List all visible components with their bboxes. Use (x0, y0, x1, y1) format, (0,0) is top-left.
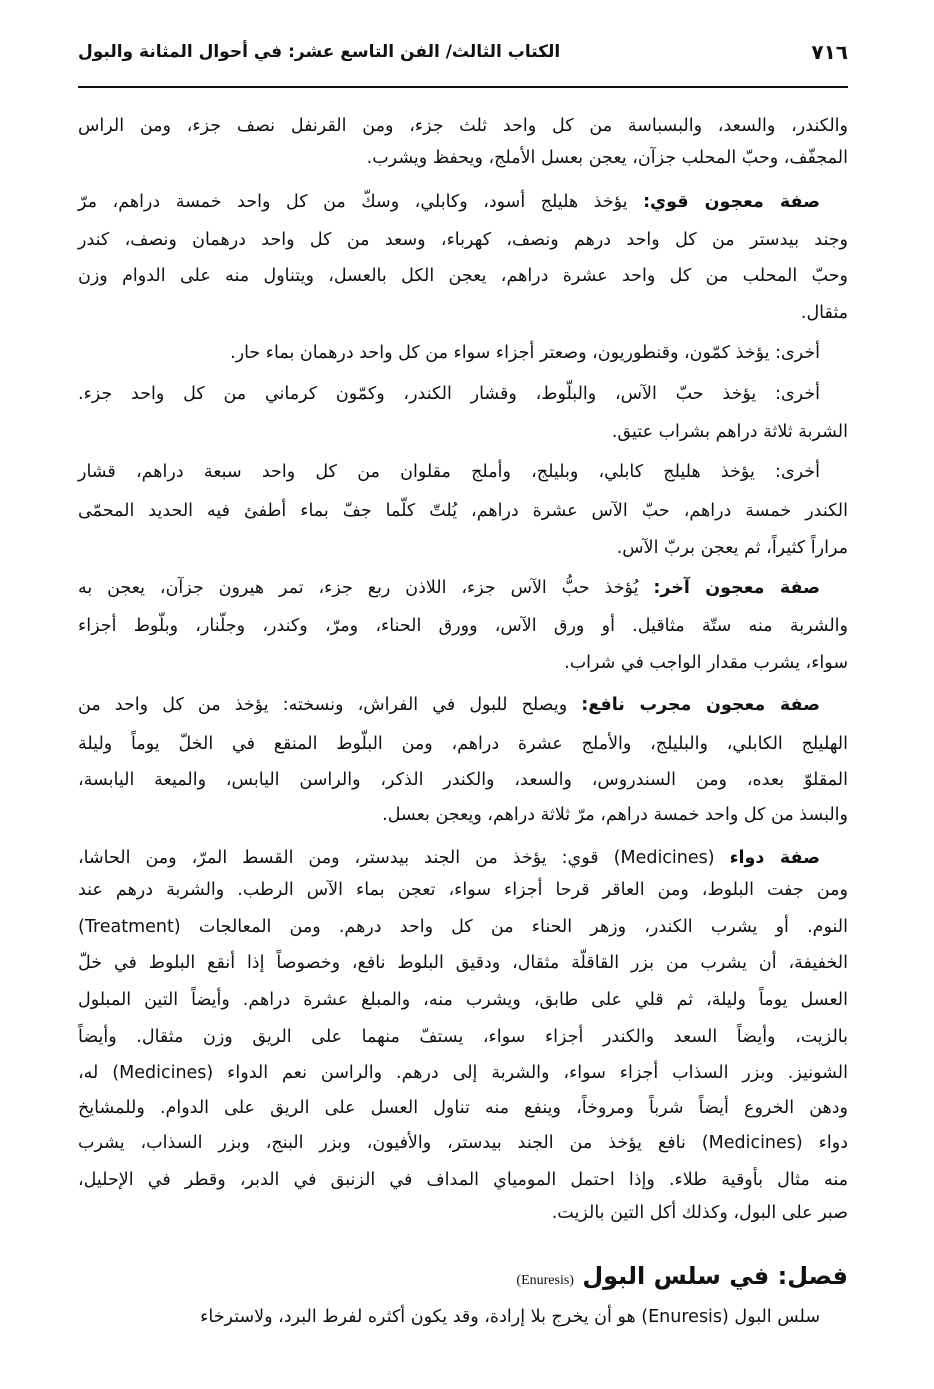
text-line (78, 417, 848, 447)
page-number: ٧١٦ (811, 40, 848, 64)
header-title: الكتاب الثالث/ الفن التاسع عشر: في أحوال المثانة والبول (78, 42, 561, 62)
line-text: الكندر خمسة دراهم، حبّ الآس عشرة دراهم، يُلتّ كلّما جفّ بماء أطفئ فيه الحديد المحمّى (78, 501, 848, 521)
text-line (78, 843, 820, 873)
text-line (78, 1128, 848, 1158)
text-line (78, 1093, 848, 1123)
line-text: يؤخذ هليلج أسود، وكابلي، وسكّ من كل واحد خمسة دراهم، مرّ (78, 192, 644, 212)
text-line (78, 985, 848, 1015)
text-line (78, 143, 848, 173)
text-line (78, 261, 848, 291)
line-text: أخرى: يؤخذ حبّ الآس، والبلّوط، وقشار الكندر، وكمّون كرماني من كل واحد جزء. (78, 384, 820, 404)
line-text: النوم. أو يشرب الكندر، وزهر الحناء من كل واحد درهم. ومن المعالجات (Treatment) (78, 917, 848, 937)
line-text: وحبّ المحلب من كل واحد عشرة دراهم، يعجن الكل بالعسل، ويتناول منه على الدوام وزن (78, 266, 848, 286)
line-text: وجند بيدستر من كل واحد درهم ونصف، كهرباء، وسعد من كل واحد درهمان ونصف، كندر (78, 230, 848, 250)
text-line (78, 1198, 848, 1228)
line-text: منه مثال بأوقية طلاء. وإذا احتمل المومياي المداف في الزنبق في الدبر، وقطر في الإحليل، (78, 1170, 848, 1190)
line-text: العسل يوماً وليلة، ثم قلي على طابق، ويشرب منه، والمبلغ عشرة دراهم. وأيضاً التين المبلول (78, 990, 848, 1010)
line-text: (Medicines) قوي: يؤخذ من الجند بيدستر، ومن القسط المرّ، ومن الحاشا، (78, 848, 730, 868)
text-line (78, 573, 820, 603)
line-text: أخرى: يؤخذ هليلج كابلي، وبليلج، وأملج مقلوان من كل واحد سبعة دراهم، قشار (78, 462, 820, 482)
text-line (78, 729, 848, 759)
line-text: بالزيت، وأيضاً السعد والكندر أجزاء سواء، يستفّ منهما على الريق وزن مثقال. وأيضاً (78, 1027, 848, 1047)
line-text: الهليلج الكابلي، والبليلج، والأملج عشرة دراهم، ومن البلّوط المنقع في الخلّ يوماً وليلة (78, 734, 848, 754)
text-line (78, 611, 848, 641)
line-text: يُؤخذ حبُّ الآس جزء، اللاذن ربع جزء، تمر هيرون جزآن، يعجن به (78, 578, 654, 598)
text-line (78, 187, 820, 217)
text-line (78, 800, 848, 830)
line-text: الشونيز. وبزر السذاب أجزاء سواء، والشربة إلى درهم. والراسن نعم الدواء (Medicines) له، (78, 1063, 848, 1083)
text-line (78, 690, 820, 720)
section-first-line: سلس البول (Enuresis) هو أن يخرج بلا إرادة، وقد يكون أكثره لفرط البرد، ولاسترخاء (200, 1307, 820, 1327)
text-line (78, 1058, 848, 1088)
text-line (78, 457, 820, 487)
section-heading (78, 1262, 848, 1290)
text-line (78, 875, 848, 905)
header-rule (78, 86, 848, 88)
text-line (78, 912, 848, 942)
text-line (78, 496, 848, 526)
line-text: المجفّف، وحبّ المحلب جزآن، يعجن بعسل الأملج، ويحفظ ويشرب. (366, 148, 848, 168)
text-line (78, 225, 848, 255)
text-line (78, 111, 848, 141)
line-text: والبسذ من كل واحد خمسة دراهم، مرّ ثلاثة دراهم، ويعجن بعسل. (382, 805, 848, 825)
recipe-title: صفة معجون قوي: (643, 192, 820, 212)
line-text: مثقال. (800, 303, 848, 323)
line-text: الشربة ثلاثة دراهم بشراب عتيق. (611, 422, 848, 442)
line-text: مراراً كثيراً، ثم يعجن بربّ الآس. (616, 538, 848, 558)
text-line (78, 648, 848, 678)
recipe-title: صفة دواء (729, 848, 821, 868)
text-line (78, 379, 820, 409)
line-text: سواء، يشرب مقدار الواجب في شراب. (564, 653, 848, 673)
line-text: أخرى: يؤخذ كمّون، وقنطوريون، وصعتر أجزاء سواء من كل واحد درهمان بماء حار. (230, 343, 820, 363)
line-text: صبر على البول، وكذلك أكل التين بالزيت. (551, 1203, 848, 1223)
text-line (78, 1165, 848, 1195)
recipe-title: صفة معجون مجرب نافع: (581, 695, 820, 715)
section-heading-english: (Enuresis) (516, 1273, 574, 1288)
recipe-title: صفة معجون آخر: (653, 578, 820, 598)
line-text: الخفيفة، أن يشرب من بزر القاقلّة مثقال، ودقيق البلوط نافع، وخصوصاً إذا أنقع البلوط في خلّ (78, 953, 848, 973)
running-header (78, 40, 848, 70)
line-text: ومن جفت البلوط، ومن العاقر قرحا أجزاء سواء، تعجن بماء الآس الرطب. والشربة درهم عند (78, 880, 848, 900)
line-text: ودهن الخروع أيضاً شرباً ومروخاً، وينفع منه تناول العسل على الريق على الدوام. وللمشايخ (78, 1098, 848, 1118)
line-text: المقلوّ بعده، ومن السندروس، والسعد، والكندر الذكر، والراسن اليابس، والميعة اليابسة، (78, 770, 848, 790)
section-heading-text: فصل: في سلس البول (582, 1262, 848, 1290)
line-text: ويصلح للبول في الفراش، ونسخته: يؤخذ من كل واحد من (78, 695, 582, 715)
text-line (78, 338, 820, 368)
text-line (78, 533, 848, 563)
text-line (78, 1022, 848, 1052)
text-line (78, 298, 848, 328)
line-text: والكندر، والسعد، والبسباسة من كل واحد ثلث جزء، ومن القرنفل نصف جزء، ومن الراس (78, 116, 848, 136)
text-line (78, 765, 848, 795)
line-text: والشربة منه ستّة مثاقيل. أو ورق الآس، وورق الحناء، ومرّ، وكندر، وجلّنار، وبلّوط أجزاء (78, 616, 848, 636)
text-line (78, 948, 848, 978)
line-text: دواء (Medicines) نافع يؤخذ من الجند بيدستر، والأفيون، وبزر البنج، وبزر السذاب، يشرب (78, 1133, 848, 1153)
